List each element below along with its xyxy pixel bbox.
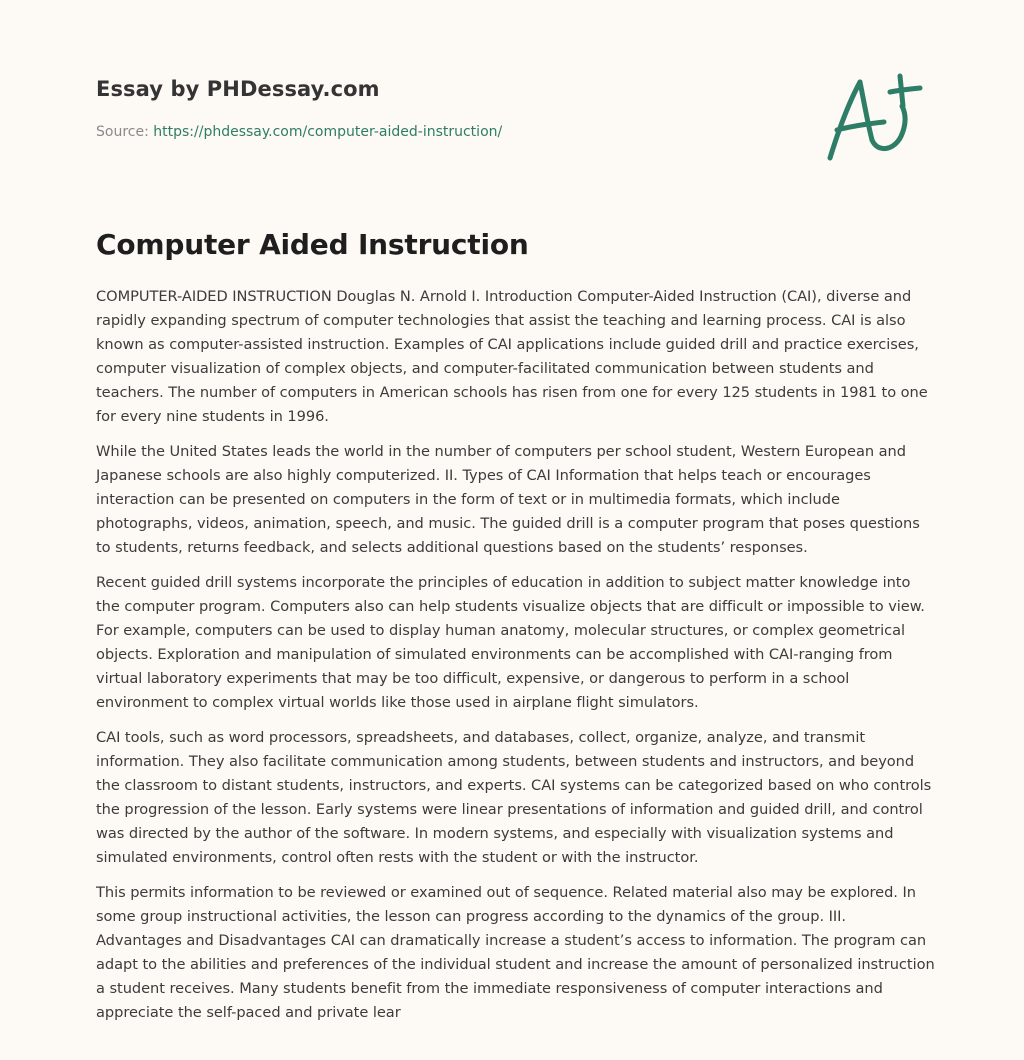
a-plus-grade-icon xyxy=(820,62,930,172)
site-header xyxy=(96,74,796,142)
essay-paragraph: While the United States leads the world in the number of computers per school student, Western European and Japanese schools are also highly computerized. II. Types of CAI Information that helps teach or encourages interaction can be presented on computers in the form of text or in multimedia formats, which include photographs, videos, animation, speech, and music. The guided drill is a computer program that poses questions to students, returns feedback, and selects additional questions based on the students’ responses. xyxy=(96,443,920,556)
essay-body xyxy=(96,285,936,1036)
essay-paragraph: CAI tools, such as word processors, spreadsheets, and databases, collect, organize, analyze, and transmit information. They also facilitate communication among students, between students and instructors, and beyond the classroom to distant students, instructors, and experts. CAI systems can be categorized based on who controls the progression of the lesson. Early systems were linear presentations of information and guided drill, and control was directed by the author of the software. In modern systems, and especially with visualization systems and simulated environments, control often rests with the student or with the instructor. xyxy=(96,729,932,866)
source-line xyxy=(96,122,796,142)
source-label: Source: xyxy=(96,124,154,140)
essay-paragraph: This permits information to be reviewed or examined out of sequence. Related material also may be explored. In some group instructional activities, the lesson can progress according to the dynamics of the group. III. Advantages and Disadvantages CAI can dramatically increase a student’s access to information. The program can adapt to the abilities and preferences of the individual student and increase the amount of personalized instruction a student receives. Many students benefit from the immediate responsiveness of computer interactions and appreciate the self-paced and private lear xyxy=(96,884,935,1021)
essay-paragraph: COMPUTER-AIDED INSTRUCTION Douglas N. Arnold I. Introduction Computer-Aided Instruction (CAI), diverse and rapidly expanding spectrum of computer technologies that assist the teaching and learning process. CAI is also known as computer-assisted instruction. Examples of CAI applications include guided drill and practice exercises, computer visualization of complex objects, and computer-facilitated communication between students and teachers. The number of computers in American schools has risen from one for every 125 students in 1981 to one for every nine students in 1996. xyxy=(96,288,928,425)
source-link[interactable]: https://phdessay.com/computer-aided-instruction/ xyxy=(153,124,503,140)
site-title: Essay by PHDessay.com xyxy=(96,77,380,101)
essay-paragraph: Recent guided drill systems incorporate the principles of education in addition to subject matter knowledge into the computer program. Computers also can help students visualize objects that are difficult or impossible to view. For example, computers can be used to display human anatomy, molecular structures, or complex geometrical objects. Exploration and manipulation of simulated environments can be accomplished with CAI-ranging from virtual laboratory experiments that may be too difficult, expensive, or dangerous to perform in a school environment to complex virtual worlds like those used in airplane flight simulators. xyxy=(96,574,925,711)
essay-title: Computer Aided Instruction xyxy=(96,228,529,261)
